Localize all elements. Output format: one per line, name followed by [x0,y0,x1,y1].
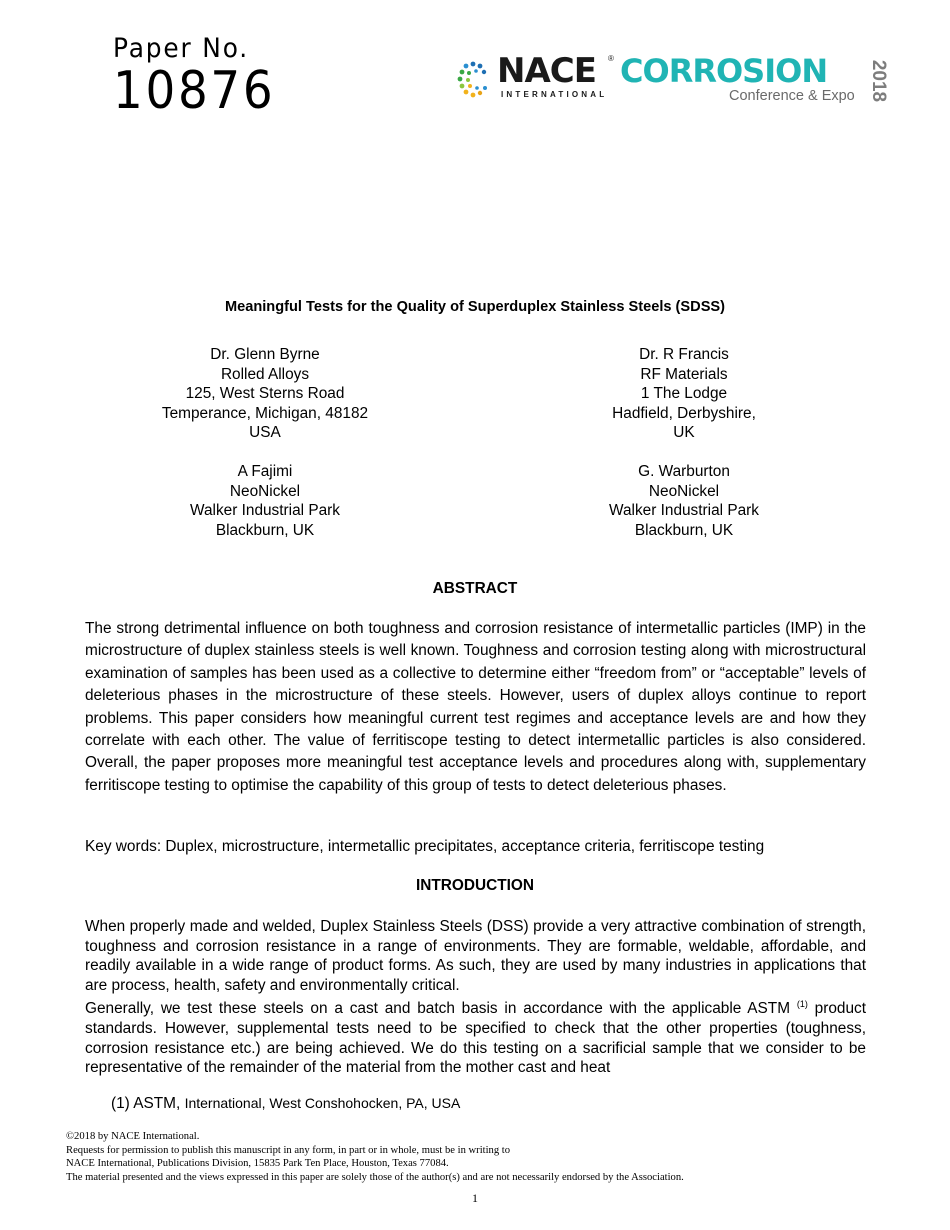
author-name: Dr. R Francis [639,346,729,363]
author-block [534,345,834,443]
author-city: Blackburn, UK [634,521,734,539]
author-city: Temperance, Michigan, 48182 [161,404,369,422]
paper-number: 10876 [113,61,276,121]
introduction-heading: INTRODUCTION [416,877,534,894]
paper-number-label: Paper No. [113,33,250,64]
conference-year-block [868,52,893,108]
introduction-p2-start: Generally, we test these steels on a cast and batch basis in accordance with the applicable ASTM [85,1000,791,1018]
author-city: Blackburn, UK [215,521,315,539]
author-address: Walker Industrial Park [609,502,759,520]
footnote-detail: International, West Conshohocken, PA, USA [184,1095,461,1111]
footnote-marker: (1) [111,1095,130,1112]
introduction-paragraph [85,917,866,1078]
copyright-line: The material presented and the views expressed in this paper are solely those of the author(s) and are not necessarily endorsed by the Association. [66,1171,684,1183]
author-affiliation: NeoNickel [648,482,720,500]
author-country: UK [673,424,695,442]
abstract-heading: ABSTRACT [432,580,518,597]
corrosion-wordmark: CORROSION [620,52,828,90]
nace-globe-icon [453,58,497,102]
copyright-notice [66,1130,684,1184]
nace-international-text: INTERNATIONAL [501,90,608,99]
copyright-line: ©2018 by NACE International. [66,1131,200,1142]
nace-wordmark: NACE [497,51,596,91]
registered-mark: ® [608,54,614,63]
introduction-p2-end: product standards. However, supplemental tests need to be specified to check that the other properties (toughness, corrosion resistance etc.) are being achieved. We do this testing on a sacrificial sample that we consider to be representative of the remainder of the material from the mother cast and heat [85,1000,866,1077]
author-affiliation: RF Materials [640,365,728,383]
footnote-org: ASTM, [133,1095,181,1112]
author-affiliation: Rolled Alloys [220,365,310,383]
page-number: 1 [472,1191,478,1205]
paper-title: Meaningful Tests for the Quality of Superduplex Stainless Steels (SDSS) [224,299,726,315]
conference-year: 2018 [868,59,890,103]
author-name: Dr. Glenn Byrne [210,346,320,363]
abstract-text: The strong detrimental influence on both toughness and corrosion resistance of intermetallic particles (IMP) in the microstructure of duplex stainless steels is well known. Toughness and corrosion testing along with microstructural examination of samples has been used as a collective to determine either “freedom from” or “acceptable” levels of deleterious phases in the microstructure of these steels. However, users of duplex alloys continue to report problems. This paper considers how meaningful current test regimes and acceptance levels are and how they correlate with each other. The value of ferritiscope testing to detect intermetallic particles is also considered. Overall, the paper proposes more meaningful test acceptance levels and procedures along with, supplementary ferritiscope testing to optimise the capability of this group of tests to detect deleterious phases. [85,620,866,794]
author-country: USA [249,424,281,442]
nace-corrosion-logo [453,52,893,112]
author-address: Walker Industrial Park [190,502,340,520]
author-block [115,462,415,540]
footnote [111,1095,460,1113]
copyright-line: NACE International, Publications Division, 15835 Park Ten Place, Houston, Texas 77084. [66,1158,449,1170]
author-affiliation: NeoNickel [229,482,301,500]
paper-number-block [113,33,293,121]
keywords: Key words: Duplex, microstructure, intermetallic precipitates, acceptance criteria, ferritiscope testing [85,838,765,855]
author-block [534,462,834,540]
copyright-line: Requests for permission to publish this manuscript in any form, in part or in whole, must be in writing to [66,1144,511,1156]
author-block [115,345,415,443]
author-name: G. Warburton [638,463,730,480]
author-address: 125, West Sterns Road [185,385,345,403]
conference-expo-text: Conference & Expo [729,88,855,104]
footnote-reference: (1) [796,999,808,1010]
introduction-p1: When properly made and welded, Duplex Stainless Steels (DSS) provide a very attractive combination of strength, toughness and corrosion resistance in a range of environments. They are formable, weldable, affordable, and readily available in a wide range of product forms. As such, they are used by many industries in applications that are process, health, safety and environmentally critical. [85,918,866,994]
author-name: A Fajimi [237,463,293,480]
author-city: Hadfield, Derbyshire, [612,404,756,422]
author-address: 1 The Lodge [640,385,728,403]
